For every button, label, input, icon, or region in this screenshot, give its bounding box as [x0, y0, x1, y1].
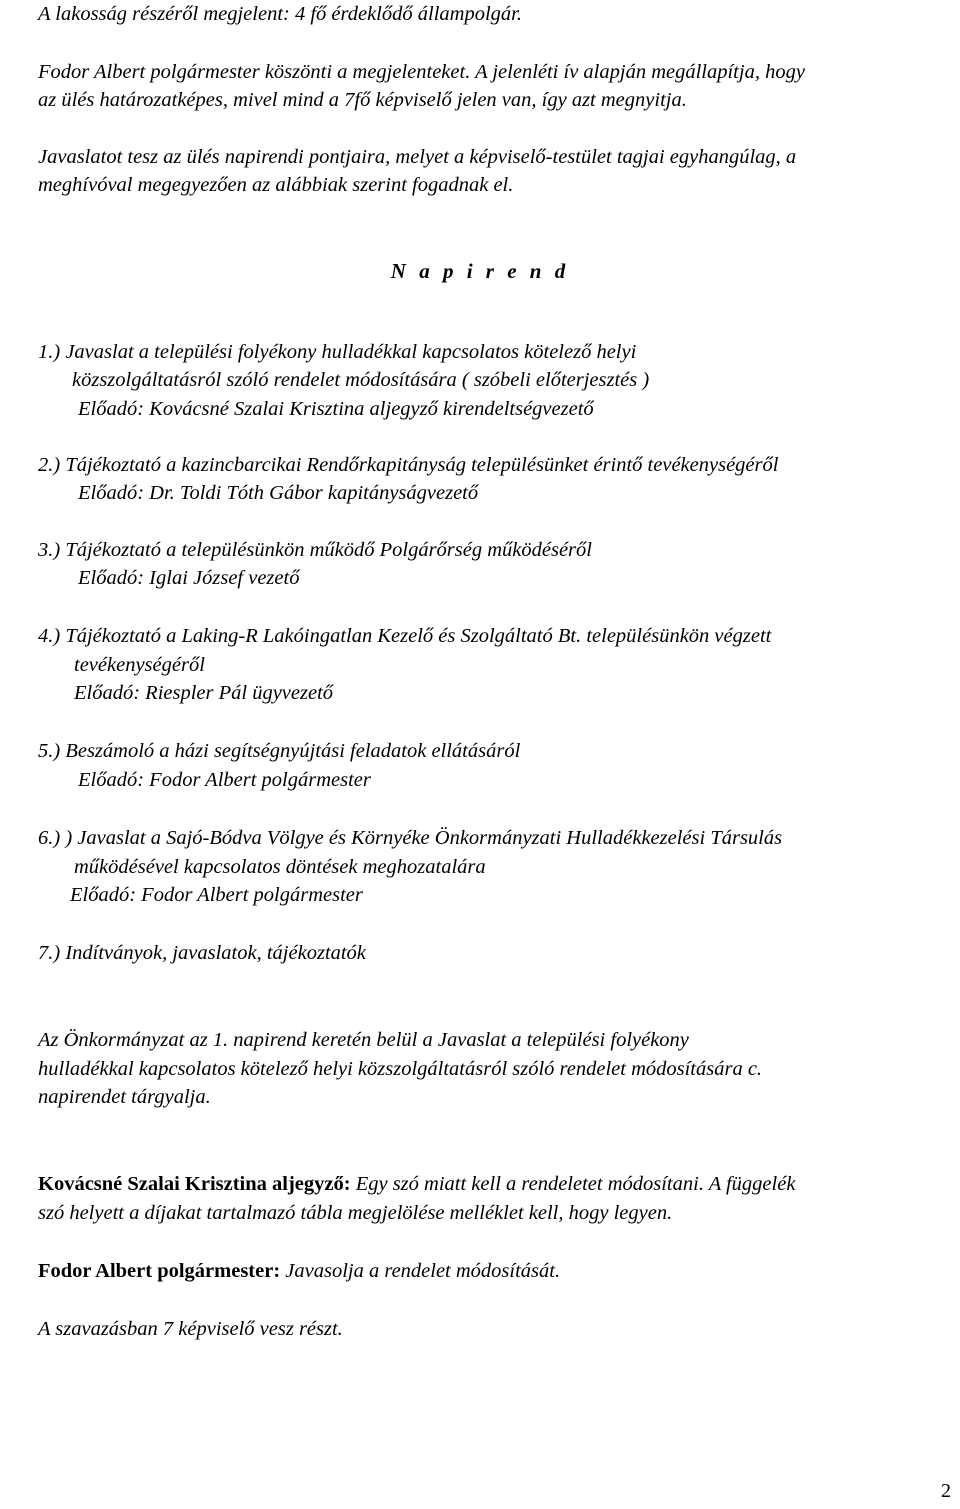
agenda-item-7: 7.) Indítványok, javaslatok, tájékoztatók [38, 942, 366, 964]
agenda-item-5-presenter: Előadó: Fodor Albert polgármester [78, 769, 371, 791]
agenda-item-4: 4.) Tájékoztató a Laking-R Lakóingatlan Kezelő és Szolgáltató Bt. településünkön végzett [38, 625, 772, 647]
speech-line [38, 1257, 560, 1285]
agenda-item-4-presenter: Előadó: Riespler Pál ügyvezető [74, 682, 334, 704]
vote-line: A szavazásban 7 képviselő vesz részt. [38, 1318, 343, 1340]
agenda-item-3: 3.) Tájékoztató a településünkön működő Polgárőrség működéséről [38, 539, 592, 561]
agenda-item-6: 6.) ) Javaslat a Sajó-Bódva Völgye és Környéke Önkormányzati Hulladékkezelési Társulás [38, 827, 783, 849]
agenda-item-6-cont: működésével kapcsolatos döntések meghozatalára [74, 856, 486, 878]
agenda-item-4-cont: tevékenységéről [74, 654, 205, 676]
agenda-item-5: 5.) Beszámoló a házi segítségnyújtási feladatok ellátásáról [38, 740, 521, 762]
agenda-item-2-presenter: Előadó: Dr. Toldi Tóth Gábor kapitányságvezető [78, 482, 479, 504]
speaker-name: Kovácsné Szalai Krisztina aljegyző: [38, 1173, 351, 1195]
text-line: napirendet tárgyalja. [38, 1086, 211, 1108]
text-line: Az Önkormányzat az 1. napirend keretén belül a Javaslat a települési folyékony [38, 1029, 689, 1051]
text-line: Fodor Albert polgármester köszönti a megjelenteket. A jelenléti ív alapján megállapítja, hogy [38, 61, 805, 83]
speaker-name: Fodor Albert polgármester: [38, 1260, 281, 1282]
agenda-item-3-presenter: Előadó: Iglai József vezető [78, 567, 300, 589]
agenda-item-1-cont: közszolgáltatásról szóló rendelet módosítására ( szóbeli előterjesztés ) [72, 369, 650, 391]
agenda-heading: N a p i r e n d [390, 259, 570, 283]
speech-line [38, 1170, 795, 1198]
agenda-item-1: 1.) Javaslat a települési folyékony hulladékkal kapcsolatos kötelező helyi [38, 341, 637, 363]
page-number: 2 [941, 1480, 951, 1502]
speech-text: Egy szó miatt kell a rendeletet módosítani. A függelék [350, 1173, 796, 1195]
text-line: meghívóval megegyezően az alábbiak szerint fogadnak el. [38, 174, 514, 196]
text-line: hulladékkal kapcsolatos kötelező helyi közszolgáltatásról szóló rendelet módosítására c. [38, 1058, 763, 1080]
agenda-item-2: 2.) Tájékoztató a kazincbarcikai Rendőrkapitányság településünket érintő tevékenységéről [38, 454, 779, 476]
agenda-item-1-presenter: Előadó: Kovácsné Szalai Krisztina aljegyző kirendeltségvezető [78, 398, 594, 420]
text-line: Javaslatot tesz az ülés napirendi pontjaira, melyet a képviselő-testület tagjai egyhangúlag, a [38, 146, 797, 168]
speech-text: Javasolja a rendelet módosítását. [280, 1260, 561, 1282]
speech-line: szó helyett a díjakat tartalmazó tábla megjelölése melléklet kell, hogy legyen. [38, 1202, 673, 1224]
agenda-item-6-presenter: Előadó: Fodor Albert polgármester [70, 884, 363, 906]
attendance-line: A lakosság részéről megjelent: 4 fő érdeklődő állampolgár. [38, 3, 522, 25]
text-line: az ülés határozatképes, mivel mind a 7fő képviselő jelen van, így azt megnyitja. [38, 89, 687, 111]
